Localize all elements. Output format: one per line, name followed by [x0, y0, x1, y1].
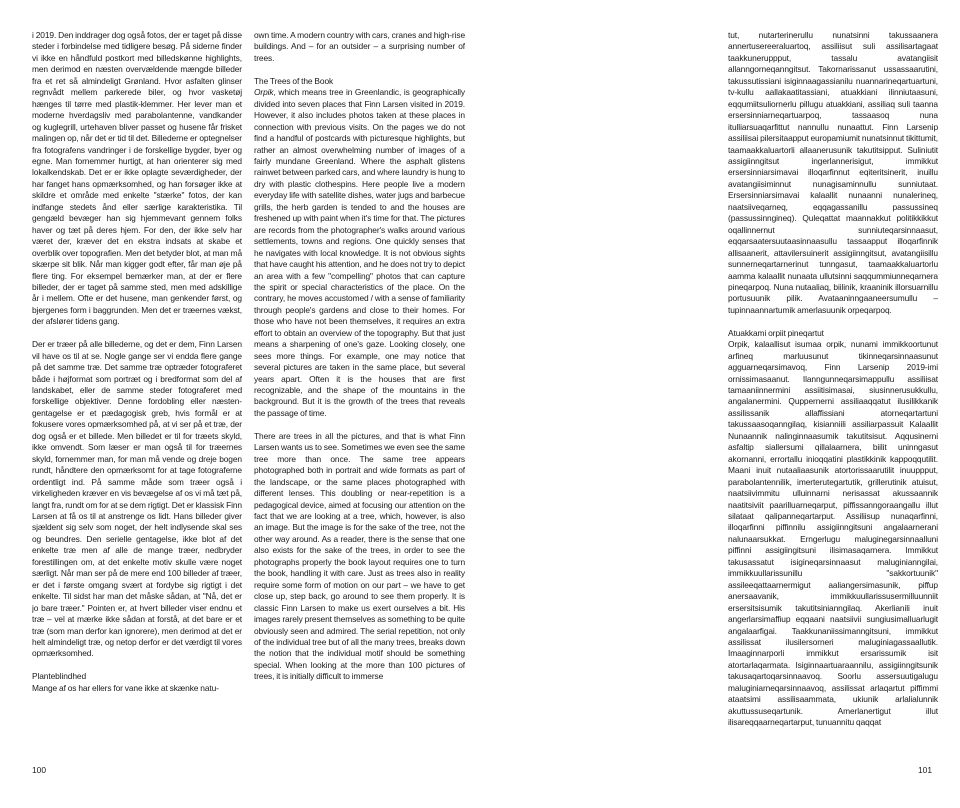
- paragraph-gap: [254, 419, 465, 430]
- page-number-right: 101: [918, 765, 932, 775]
- section-heading: Atuakkami orpiit pineqartut: [728, 327, 824, 338]
- paragraph-gap: [728, 316, 938, 327]
- paragraph: Mange af os har ellers for vane ikke at skænke natu-: [32, 682, 219, 693]
- paragraph: own time. A modern country with cars, cranes and high-rise buildings. And – for an outsider – a surprising number of trees.: [254, 30, 465, 63]
- paragraph: i 2019. Den inddrager dog også fotos, der er taget på disse steder i forbindelse med tidligere besøg. På siderne finder vi ikke en håndfuld postkort med billedskønne highlights, men derimod en næsten overvældende mængde billeder fra et ret så almindeligt Grønland. Hvor asfalten glinser regnvådt mellem parkerede biler, og hvor vasketøj hænges til tørre med plastik-klemmer. Her lever man et moderne hverdagsliv med parabolantenne, vandkander og kuglegrill, urtehaven bliver passet og husene får frisket malingen op, når det er tid til det. Billederne er optegnelser fra fotografens vandringer i de forskellige bygder, byer og egne. Man fornemmer hurtigt, at han orienterer sig med lokalkendskab. Det er er ikke oplagte seværdigheder, der har fanget hans opmærksomhed, og han forsøger ikke at skildre et område med enkelte "stærke" fotos, der kan indfange stedets ånd eller særlige karakteristika. Til gengæld bevæger han sig hjemmevant gennem folks haver og tæt på deres hjem. For den, der ikke selv har været der, kræver det en ekstra indsats at skabe et overblik over topografien. Men det betyder blot, at man må skærpe sit blik. Når man kigger godt efter, får man øje på flere ting. For eksempel bemærker man, at der er flere billeder, der er taget på samme sted, men med adskillige år i mellem. Ofte er det husene, man genkender først, og bjergenes form i baggrunden. Men det er træernes vækst, der afslører tidens gang.: [32, 30, 242, 327]
- paragraph-gap: [32, 328, 242, 339]
- book-title-italic: Orpik: [254, 87, 274, 98]
- paragraph: [254, 87, 465, 419]
- page-number-left: 100: [32, 765, 46, 775]
- left-page-column-1: [32, 30, 242, 755]
- section-heading: The Trees of the Book: [254, 75, 334, 86]
- paragraph-gap: [254, 64, 465, 75]
- right-page-column: [728, 30, 938, 755]
- paragraph: Orpik, kalaallisut isumaa orpik, nunami immikkoortunut arfineq marluusunut tikinneqarsinnaasunut agguarneqarsimavoq, Finn Larsenip 2019-imi ornissimasaanut. Ilanngunneqarsimappullu assiliisat tamaaniinnermini assiitisimasai, siusinnerusukkullu, angalanermini. Quppernerni assiliaaqqatut ilusilikkanik assilissanik allaffissiani atorneqartartuni takussaasoqanngilaq, kisianniili assiliarpassuit Kalaallit Nunaannik nalinginnaasumik takutitsisut. Aqqusinerni asfaltip siallersumi qillalaarnera, biilit uninngasut akornanni, errortallu inioqqatini plastikkinik kappoqqutilit. Maani inuit nutaaliaasunik atortorissaarutilit inuuppput, parabolantennilik, imerterutegartutik, grillerutinik atuisut, naatsiivimmitu ulluinnarni nerisassat akussaannik naatitsiviit paarilluarneqarput, piffissanngoraangallu illut silataat qalipanneqartarput. Assiliisup nunaqarfinni, illoqarfinni piffinnilu assigiinngitsuni angalaarnerani nalunaarsukkat. Erngerlugu maluginegarsinnaalluni piffinni assigiingitsuni ilisimasaqarnera. Immikkut takusassatut isigineqarsinnaasut maluginianngilai, immikkuullarissunillu "sakkortuunik" assileeqattaarnermigut aaliangersimasunik, piffup anersaavanik, immikkuullarissusermilluunniit ersersitsisumik takutitsinianngilaq. Akerlianili inuit angerlarsimaffiup eqqaani naatsiivii sungiusimalluarlugit angalaarfigai. Taakkunaniissimanngitsuni, immikkut assilissat ilusilersorneri maluginiagassaallutik. Imaaginnarporli immikkut ersarissumik isit atortarlaqarmata. Isiginnaartuaraannilu, assigiinngitsunik takusaqartoqarsinnaavoq. Soorlu assersuutigalugu maluginiarneqarsinnaavoq, assilissat arlaqartut piffimmi ataatsimi assilisaammata, ukiunik arlalialunnik akuttussuseqartunik. Amerlanertigut illut ilisareqqaarneqartarput, tunuannitu qaqqat: [728, 339, 938, 728]
- section-heading: Planteblindhed: [32, 671, 87, 682]
- paragraph-text: , which means tree in Greenlandic, is geographically divided into seven places that Finn Larsen visited in 2019. However, it also includes photos taken at these places in connection with previous visits. On the pages we do not find a handful of postcards with picturesque highlights, but rather an almost overwhelming number of images of a fairly mundane Greenland. Where the asphalt glistens rainwet between parked cars, and where laundry is hung to dry with plastic clothespins. Here people live a modern everyday life with satellite dishes, water jugs and barbecue grills, the herb garden is tended to and the houses are freshened up with paint when it's time for that. The pictures are records from the photographer's walks around various settlements, towns and regions. One quickly senses that he navigates with local knowledge. It is not obvious sights that have caught his attention, and he does not try to depict an area with a few "compelling" photos that can capture the spirit or special characteristics of the place. On the contrary, he moves accustomed / with a sense of familiarity through people's gardens and close to their homes. For those who have not been themselves, it requires an extra effort to obtain an overview of the topography. But that just means a sharpening of one's gaze. Looking closely, one sees more things. For example, one may notice that several pictures are taken in the same place, but several years apart. Often it is the houses that are first recognizable, and the shape of the mountains in the background. But it is the growth of the trees that reveals the passage of time.: [254, 87, 465, 418]
- paragraph-gap: [32, 660, 242, 671]
- paragraph: tut, nutarterinerullu nunatsinni takussaanera annertusereeraluartoq, assiliisut suli assilisartagaat taakkuneruppput, tassalu avatangiisit allanngorneqanngitsut. Takornarissanut ussassaarutini, takussutissiani isiginnaagassianilu nuannarineqartuartuni, tv-kullu aallakaatitassiani, atuakkiani ilinniutaasuni, eqqumiitsuliornerlu pillugu atuakkiani, assiliaq suli taanna ersersinniarneqartuarpoq, tassaasoq nuna itulliarsuaqarfittut nannullu nunaattut. Finn Larsenip assiliisai pilersitaapput europamiumit nunatsinnut tikittumit, taamaakkaluartorli allaanerusunik takutitsipput. Suliniutit assigiinngitsut ingerlannerisigut, immikkut ersersinniarsimavai illoqarfinnut eqiteritsinerit, inuillu avatangiisiminnut nunagisaminnullu sunniutaat. Ersersinniarsimavai kalaallit nunaanni nunalerineq, naatsiiveqarneq, eqqagassanillu passussineq (passussinngineq). Quleqattat maannakkut politikkikkut oqallinnernut sunniuteqarsinnaasut, eqqarsaatersuutaasinnaasullu tassaapput illoqarfinnik allisaanerit, attavilersuinerit assigiinngitsut, avatangiisillu sunnerneqartarnerinut tunngasut, taamaakkaluartorlu aamma kalaallit nunaata ullutsinni saqqummiunneqarnera pineqarpoq. Nuna nutaaliaq, biilinik, kraaninik illorsuarnillu portusuunik pilik. Avataaninngaaneersumullu – tupinnaannartumik amerlasuunik orpeqarpoq.: [728, 30, 938, 315]
- paragraph: There are trees in all the pictures, and that is what Finn Larsen wants us to see. Sometimes we even see the same tree more than once. The same tree appears photographed both in portrait and wide formats as part of the landscape, or the same places photographed with different lenses. This doubling or near-repetition is a pedagogical device, aimed at focusing our attention on the fact that we are looking at a tree, which, however, is also an image. But the image is for the sake of the tree, not the other way around. As a reader, there is the sense that one also exists for the sake of the trees, in order to see the photographs properly the book layout requires one to turn the book, handling it with care. Just as trees also in reality require some form of motion on our part – we have to get close up, step back, go around to see them properly. It is classic Finn Larsen to make us exert ourselves a bit. His images rarely present themselves as something to be quite obviously seen and admired. The serial repetition, not only of the individual tree but of all the many trees, breaks down the notion that the individual motif should be something special. When looking at the more than 100 pictures of trees, it is initially difficult to immerse: [254, 430, 465, 682]
- left-page-column-2: [254, 30, 465, 755]
- paragraph: Der er træer på alle billederne, og det er dem, Finn Larsen vil have os til at se. Nogle gange ser vi endda flere gange på det samme træ. Det samme træ optræder fotograferet både i højformat som portræt og i bredformat som del af landskabet, eller de samme steder fotograferet med forskellige objektiver. Denne fordobling eller næsten-gentagelse er et pædagogisk greb, hvis formål er at fokusere vores opmærksomhed på, at vi ser på et træ, der dog også er et billede. Men billedet er til for træets skyld, ikke omvendt. Som læser er man også til for træernes skyld, fornemmer man, for man må vende og dreje bogen rundt, håndtere den opmærksomt for at tage fotograferne ordentligt ind. På samme måde som træer også i virkeligheden kræver en vis bevægelse af os vi må tæt på, langt fra, rundt om for at se dem rigtigt. Det er klassisk Finn Larsen at få os til at anstrenge os lidt. Hans billeder giver sjældent sig selv som noget, der helt indlysende skal ses og beundres. Den serielle gentagelse, ikke blot af det enkelte træ men af alle de mange træer, nedbryder forestillingen om, at det enkelte motiv skulle være noget særligt. Når man ser på de mere end 100 billeder af træer, er det i første omgang svært at fordybe sig rigtigt i det enkelte. Til sidst har man det måske sådan, at "Nå, det er jo bare træer." Pointen er, at hvert billeder viser endnu et træ – vel at mærke ikke sådan at forstå, at det bare er et træ (som man derfor kan ignorere), men derimod at det er helt almindeligt træ, og netop derfor er det værdigt til vores opmærksomhed.: [32, 339, 242, 659]
